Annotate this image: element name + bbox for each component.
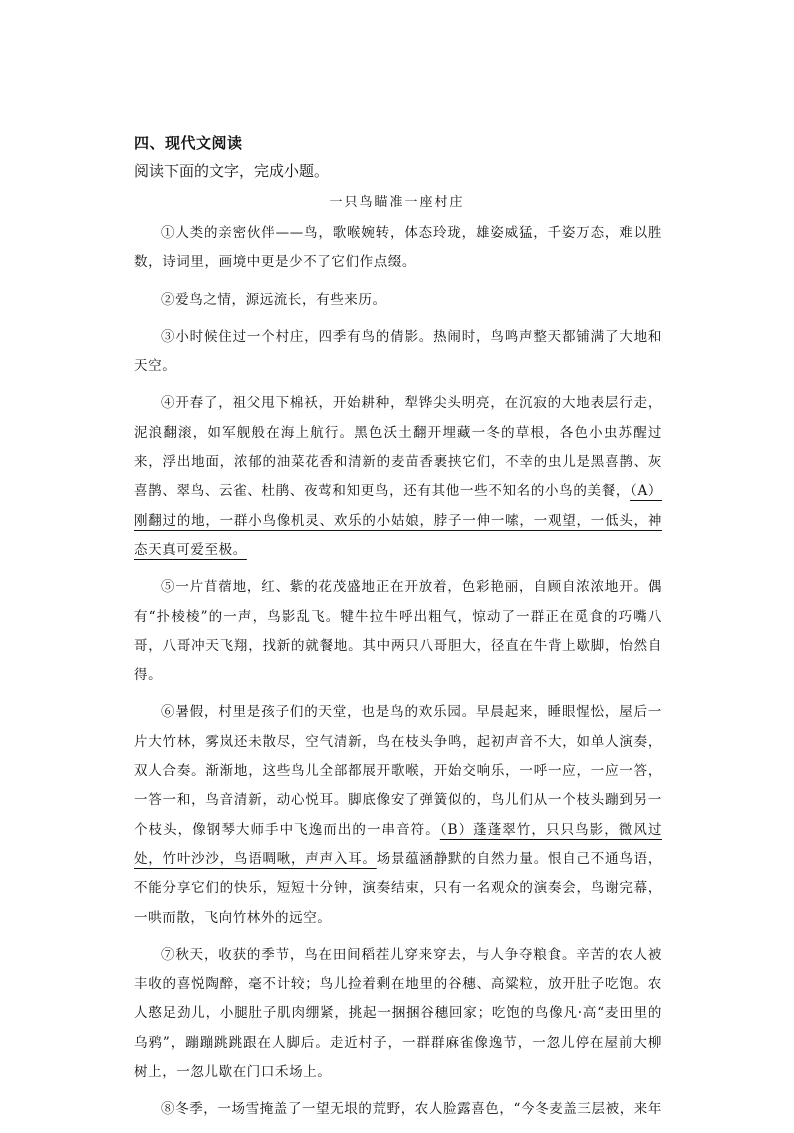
article-paragraph (134, 573, 662, 690)
paragraph-text: ①人类的亲密伙伴——鸟，歌喉婉转，体态玲珑，雄姿威猛，千姿万态，难以胜数，诗词里，画境中更是少不了它们作点缀。 (134, 225, 662, 271)
article-paragraph (134, 219, 662, 278)
article-title: 一只鸟瞄准一座村庄 (329, 195, 465, 210)
article-paragraph (134, 1095, 662, 1124)
article-body (134, 219, 662, 1133)
article-paragraph (134, 389, 662, 565)
article-paragraph (134, 323, 662, 382)
underlined-sentence: （B）蓬蓬翠竹，只只鸟影，微风过处，竹叶沙沙，鸟语啁啾，声声入耳。 (134, 821, 662, 867)
paragraph-text: 场景蕴涵静默的自然力量。恨自己不通鸟语，不能分享它们的快乐，短短十分钟，演奏结束，只有一名观众的演奏会，鸟谢完幕，一哄而散，飞向竹林外的远空。 (134, 850, 663, 926)
article-paragraph (134, 941, 662, 1087)
article-paragraph (134, 286, 662, 315)
paragraph-text: ②爱鸟之情，源远流长，有些来历。 (161, 291, 387, 308)
article-paragraph (134, 698, 662, 932)
section-heading: 四、现代文阅读 (134, 134, 243, 152)
paragraph-text: ⑧冬季，一场雪掩盖了一望无垠的荒野，农人脸露喜色，“今冬麦盖三层被，来年 (161, 1101, 663, 1118)
paragraph-text: ④开春了，祖父甩下棉袄，开始耕种，犁铧尖头明亮，在沉寂的大地表层行走，泥浪翻滚，如军舰般在海上航行。黑色沃土翻开埋藏一冬的草根，各色小虫苏醒过来，浮出地面，浓郁的油菜花香和清新的麦苗香裹挟它们，不幸的虫儿是黑喜鹊、灰喜鹊、翠鸟、云雀、杜鹃、夜莺和知更鸟，还有其他一些不知名的小鸟的美餐， (134, 395, 662, 500)
paragraph-text: ⑦秋天，收获的季节，鸟在田间稻茬儿穿来穿去，与人争夺粮食。辛苦的农人被丰收的喜悦陶醉，毫不计较；鸟儿捡着剩在地里的谷穗、高粱粒，放开肚子吃饱。农人憨足劲儿，小腿肚子肌肉绷紧，挑起一捆捆谷穗回家；吃饱的鸟像凡·高“麦田里的乌鸦”，蹦蹦跳跳跟在人脚后。走近村子，一群群麻雀像逸节，一忽儿停在屋前大柳树上，一忽儿歇在门口禾场上。 (134, 946, 662, 1081)
paragraph-text: ⑥暑假，村里是孩子们的天堂，也是鸟的欢乐园。早晨起来，睡眼惺忪，屋后一片大竹林，雾岚还未散尽，空气清新，鸟在枝头争鸣，起初声音不大，如单人演奏，双人合奏。渐渐地，这些鸟儿全部都展开歌喉，开始交响乐，一呼一应，一应一答，一答一和，鸟音清新，动心悦耳。脚底像安了弹簧似的，鸟儿们从一个枝头蹦到另一个枝头，像钢琴大师手中飞逸而出的一串音符。 (134, 704, 662, 838)
paragraph-text: ③小时候住过一个村庄，四季有鸟的倩影。热闹时，鸟鸣声整天都铺满了大地和天空。 (134, 328, 662, 375)
underlined-sentence: （A）刚翻过的地，一群小鸟像机灵、欢乐的小姑娘，脖子一伸一嗦，一观望，一低头，神态天真可爱至极。 (134, 483, 662, 558)
reading-instruction: 阅读下面的文字，完成小题。 (134, 162, 330, 180)
paragraph-text: ⑤一片苜蓿地，红、紫的花茂盛地正在开放着，色彩艳丽，自顾自浓浓地开。偶有“扑棱棱”的一声，鸟影乱飞。犍牛拉牛呼出粗气，惊动了一群正在觅食的巧嘴八哥，八哥冲天飞翔，找新的就餐地。其中两只八哥胆大，径直在牛背上歇脚，怡然自得。 (134, 579, 662, 684)
